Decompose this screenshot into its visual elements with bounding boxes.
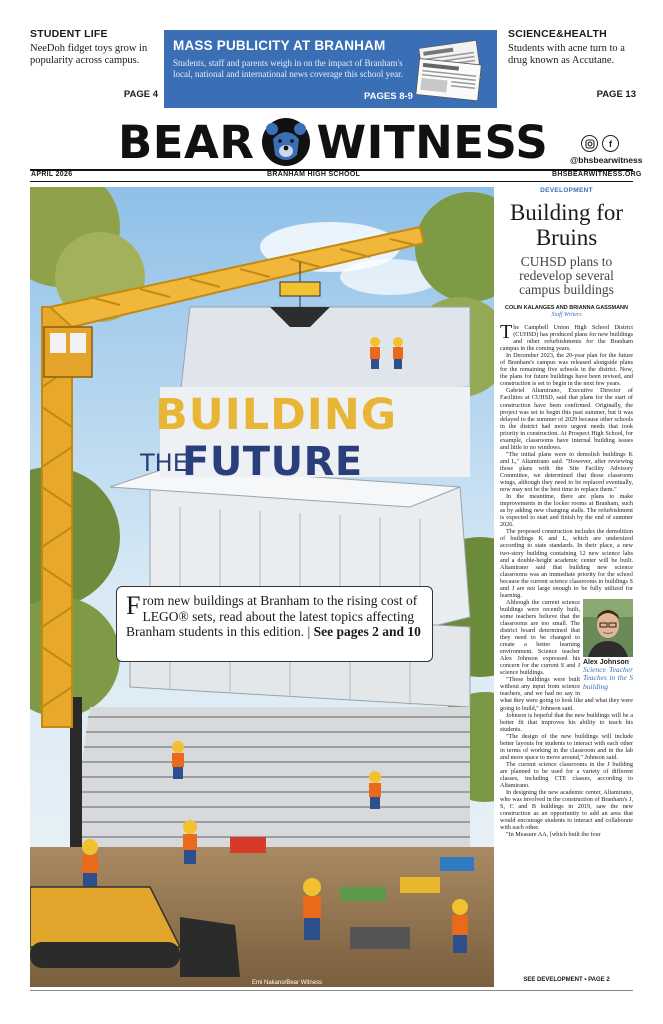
folio-date: APRIL 2026: [31, 171, 73, 178]
masthead-word-left: BEAR: [118, 115, 255, 169]
teaser-text: Students with acne turn to a drug known as Accutane.: [508, 43, 625, 66]
article-title[interactable]: Building for Bruins: [509, 200, 624, 250]
paragraph: In December 2023, the 20-year plan for the future of Branham's campus was released alongside plans for the remaining five schools in the district. Now, the plans for future buildings have been revised, and construction is set to begin in the next few years.: [500, 352, 633, 388]
mugshot-name: Alex Johnson: [583, 658, 629, 666]
paragraph: In designing the new academic center, Altamirano, who was involved in the construction of Branham's J, S, C and B buildings in 2019, saw the new construction as an opportunity to add an area that would encourage students to interact and collaborate with each other.: [500, 789, 633, 832]
teaser-kicker: SCIENCE&HEALTH: [508, 28, 607, 40]
paragraph: "The initial plans were to demolish buildings K and L," Altamirano said. "However, after reviewing those plans with the Site Facility Advisory Committee, we determined that those classroom wings, although they need to be replaced eventually, now may not be the best time to replace them.": [500, 450, 633, 494]
cover-headline-top: BUILDING: [155, 390, 398, 440]
jump-line[interactable]: SEE DEVELOPMENT • PAGE 2: [523, 977, 610, 983]
teaser-page: PAGE 4: [123, 89, 158, 100]
avatar: [583, 599, 633, 657]
paragraph: The Campbell Union High School District (CUHSD) has produced plans for new buildings and other refurbishments for the Branham campus in the coming years.: [500, 324, 633, 353]
article-dek: CUHSD plans to redevelop several campus buildings: [519, 254, 614, 297]
teaser-kicker: MASS PUBLICITY AT BRANHAM: [173, 38, 386, 53]
facebook-icon[interactable]: f: [602, 135, 619, 152]
instagram-icon[interactable]: [581, 135, 598, 152]
article-dropcap: T: [500, 324, 513, 343]
lead-article: [500, 187, 633, 838]
paragraph: Gabriel Altamirano, Executive Director of Facilities at CUHSD, said that plans for the start of construction have been confirmed. Originally, the project was set to begin this past summer, but it was delayed to the summer of 2029 because other schools in the district had more urgent needs that took priority in construction. At Prospect High School, for example, classrooms have internal building issues and little to no windows.: [500, 387, 633, 451]
article-byline: COLIN KALANGES AND BRIANNA GASSMANN: [504, 305, 629, 311]
paragraph: "In Measure AA, [which built the four: [506, 831, 601, 839]
bear-head-icon: [261, 117, 311, 167]
teaser-text: NeeDoh fidget toys grow in popularity across campus.: [30, 43, 148, 66]
photo-credit: Emi Nakano/Bear Witness: [252, 980, 323, 986]
paragraph: Johnson is hopeful that the new buildings will be a better fit that improves his ability to teach his students.: [500, 711, 633, 733]
mugshot: [583, 599, 633, 692]
paragraph: The proposed construction includes the demolition of buildings K and L, which are undersized according to state standards. In their place, a new two-story building containing 12 new science labs and a double-height academic center will be built. Altamirano said that building new science classrooms was an immediate priority for the school because the current science classrooms in buildings S and J are not large enough to be fully utilized for learning.: [500, 528, 633, 599]
teaser-text: Students, staff and parents weigh in on the impact of Branham's local, national and international news coverage this school year.: [173, 58, 403, 79]
newspapers-icon: [412, 36, 492, 104]
bottom-rule: [30, 990, 633, 991]
folio-rule-bottom: [30, 181, 633, 182]
promo-dropcap: F: [126, 591, 141, 620]
masthead[interactable]: [118, 116, 548, 168]
social-handle[interactable]: @bhsbearwitness: [570, 155, 643, 165]
cover-headline-the: THE: [140, 449, 188, 477]
edition-promo-box[interactable]: [116, 586, 433, 662]
promo-pages-link[interactable]: See pages 2 and 10: [313, 624, 421, 639]
folio-school: BRANHAM HIGH SCHOOL: [267, 171, 361, 178]
article-body: [500, 324, 633, 838]
paragraph: "These buildings were built without any input from science teachers, and we had no say in what they were going to look like and what they were going to build," Johnson said.: [500, 676, 633, 712]
paragraph: "The design of the new buildings will include better layouts for students to interact with each other in terms of working in the classroom and in the lab and more space to move around," Johnson said.: [500, 732, 633, 761]
teaser-kicker: STUDENT LIFE: [30, 28, 108, 40]
teaser-page: PAGES 8-9: [364, 91, 413, 102]
section-tag[interactable]: DEVELOPMENT: [540, 187, 593, 194]
teaser-student-life[interactable]: [30, 28, 158, 110]
teaser-science-health[interactable]: [508, 28, 636, 110]
cover-headline-bottom: FUTURE: [182, 439, 363, 485]
paragraph: Although the current science buildings were recently built, some teachers believe that the classrooms are too small. The district board determined that they need to be changed to create a better learning environment. Science teacher Alex Johnson expressed his concern for the current S and J science buildings.: [500, 598, 580, 677]
paragraph: The current science classrooms in the J building are planned to be used for a variety of different classes, including CTE classes, according to Altamirano.: [500, 760, 633, 790]
mugshot-role: Science Teacher Teaches in the S building: [583, 664, 633, 691]
promo-text: rom new buildings at Branham to the rising cost of LEGO® sets, read about the latest topics affecting Branham students in this edition. |: [126, 593, 418, 639]
teaser-page: PAGE 13: [596, 89, 636, 100]
social-links: [581, 135, 619, 152]
folio-site[interactable]: BHSBEARWITNESS.ORG: [552, 171, 642, 178]
teaser-mass-publicity[interactable]: [164, 30, 497, 108]
masthead-word-right: WITNESS: [316, 115, 549, 169]
paragraph: In the meantime, there are plans to make improvements in the locker rooms at Branham, such as by adding new changing stalls. The refurbishment is expected to start and finish by the end of summer 2026.: [500, 493, 633, 529]
article-byline-role: Staff Writers: [551, 312, 582, 318]
